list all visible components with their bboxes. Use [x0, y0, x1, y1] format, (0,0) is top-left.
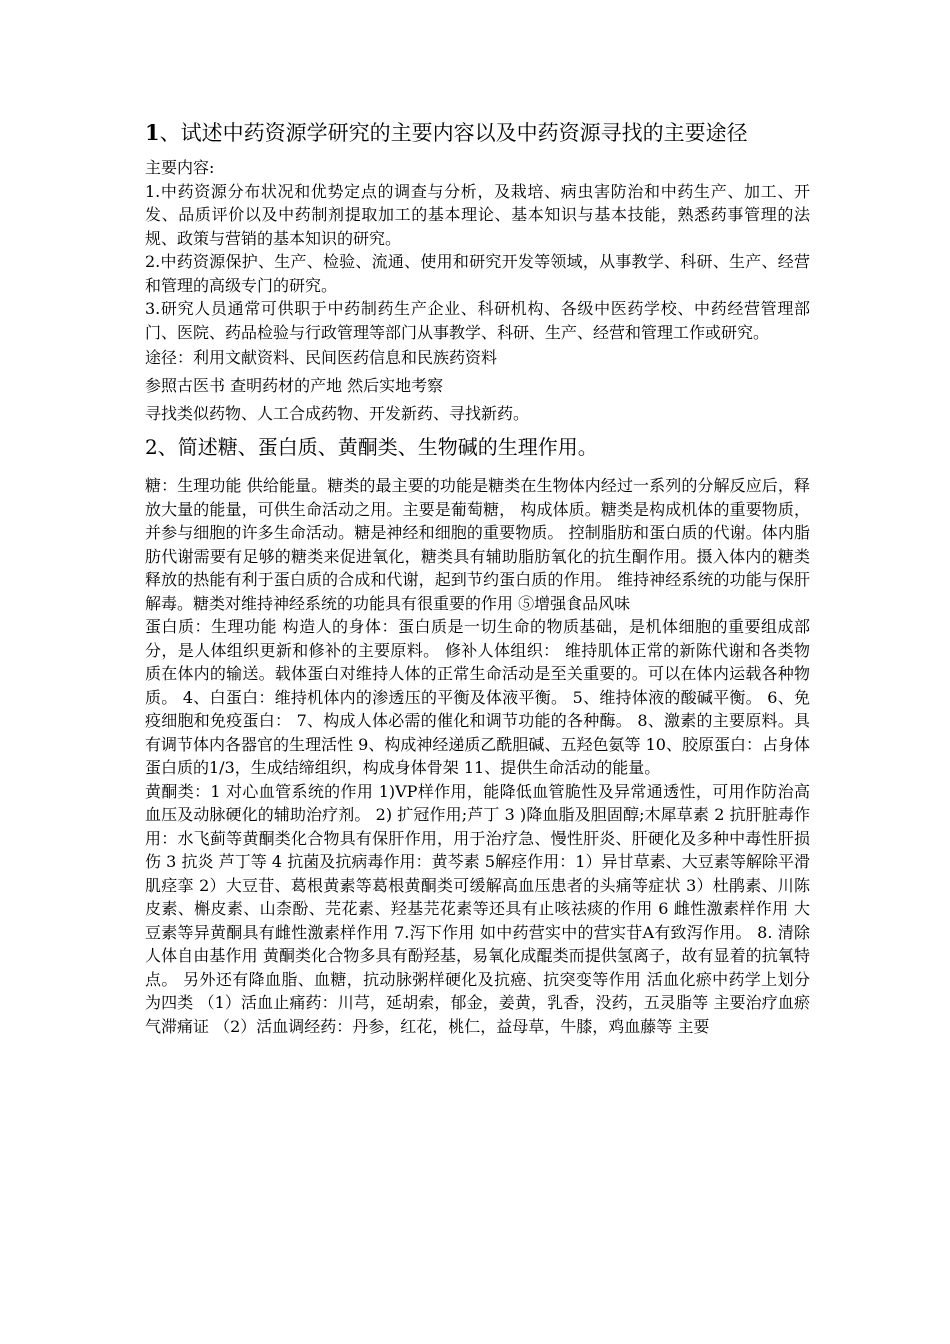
- route-line-2: 参照古医书 查明药材的产地 然后实地考察: [145, 376, 444, 395]
- content-item-2: 2.中药资源保护、生产、检验、流通、使用和研究开发等领域，从事教学、科研、生产、经营和管理的高级专门的研究。: [145, 252, 810, 295]
- document-page: [145, 118, 810, 1038]
- content-item-1: 1.中药资源分布状况和优势定点的调查与分析，及栽培、病虫害防治和中药生产、加工、开发、品质评价以及中药制剂提取加工的基本理论、基本知识与基本技能，熟悉药事管理的法规、政策与营销的基本知识的研究。: [145, 181, 810, 248]
- question-1-title: [145, 118, 810, 148]
- route-line-3: 寻找类似药物、人工合成药物、开发新药、寻找新药。: [145, 404, 530, 423]
- question-1-number: 1: [145, 120, 160, 145]
- flavonoid-paragraph: 黄酮类：1 对心血管系统的作用 1)VP样作用，能降低血管脆性及异常通透性，可用作防治高血压及动脉硬化的辅助治疗剂。 2) 扩冠作用;芦丁 3 )降血脂及胆固醇;木犀草素 2 抗肝脏毒作用：水飞蓟等黄酮类化合物具有保肝作用，用于治疗急、慢性肝炎、肝硬化及多种中毒性肝损伤 3 抗炎 芦丁等 4 抗菌及抗病毒作用：黄芩素 5解痉作用：1）异甘草素、大豆素等解除平滑肌痉挛 2）大豆苷、葛根黄素等葛根黄酮类可缓解高血压患者的头痛等症状 3）杜鹃素、川陈皮素、槲皮素、山柰酚、芫花素、羟基芫花素等还具有止咳祛痰的作用 6 雌性激素样作用 大豆素等异黄酮具有雌性激素样作用 7.泻下作用 如中药营实中的营实苷A有致泻作用。 8. 清除人体自由基作用 黄酮类化合物多具有酚羟基，易氧化成醌类而提供氢离子，故有显着的抗氧特点。 另外还有降血脂、血糖，抗动脉粥样硬化及抗癌、抗突变等作用 活血化瘀中药学上划分为四类 （1）活血止痛药：川芎，延胡索，郁金，姜黄，乳香，没药，五灵脂等 主要治疗血瘀气滞痛证 （2）活血调经药：丹参，红花，桃仁，益母草，牛膝，鸡血藤等 主要: [145, 781, 810, 1036]
- sugar-paragraph: 糖：生理功能 供给能量。糖类的最主要的功能是糖类在生物体内经过一系列的分解反应后，释放大量的能量，可供生命活动之用。主要是葡萄糖， 构成体质。糖类是构成机体的重要物质，并参与细胞的许多生命活动。糖是神经和细胞的重要物质。 控制脂肪和蛋白质的代谢。体内脂肪代谢需要有足够的糖类来促进氧化，糖类具有辅助脂肪氧化的抗生酮作用。摄入体内的糖类释放的热能有利于蛋白质的合成和代谢，起到节约蛋白质的作用。 维持神经系统的功能与保肝解毒。糖类对维持神经系统的功能具有很重要的作用 ⑤增强食品风味: [145, 476, 810, 613]
- protein-paragraph: 蛋白质：生理功能 构造人的身体：蛋白质是一切生命的物质基础，是机体细胞的重要组成部分，是人体组织更新和修补的主要原料。 修补人体组织： 维持肌体正常的新陈代谢和各类物质在体内的输送。载体蛋白对维持人体的正常生命活动是至关重要的。可以在体内运载各种物质。 4、白蛋白：维持机体内的渗透压的平衡及体液平衡。 5、维持体液的酸碱平衡。 6、免疫细胞和免疫蛋白： 7、构成人体必需的催化和调节功能的各种酶。 8、激素的主要原料。具有调节体内各器官的生理活性 9、构成神经递质乙酰胆碱、五羟色氨等 10、胶原蛋白：占身体蛋白质的1/3，生成结缔组织，构成身体骨架 11、提供生命活动的能量。: [145, 617, 810, 777]
- content-item-3: 3.研究人员通常可供职于中药制药生产企业、科研机构、各级中医药学校、中药经营管理部门、医院、药品检验与行政管理等部门从事教学、科研、生产、经营和管理工作或研究。: [145, 299, 810, 342]
- route-line-1: 途径：利用文献资料、民间医药信息和民族药资料: [145, 348, 498, 367]
- question-2-title: 2、简述糖、蛋白质、黄酮类、生物碱的生理作用。: [145, 435, 598, 459]
- main-content-label: 主要内容:: [145, 158, 215, 177]
- question-1-text: 、试述中药资源学研究的主要内容以及中药资源寻找的主要途径: [159, 121, 748, 145]
